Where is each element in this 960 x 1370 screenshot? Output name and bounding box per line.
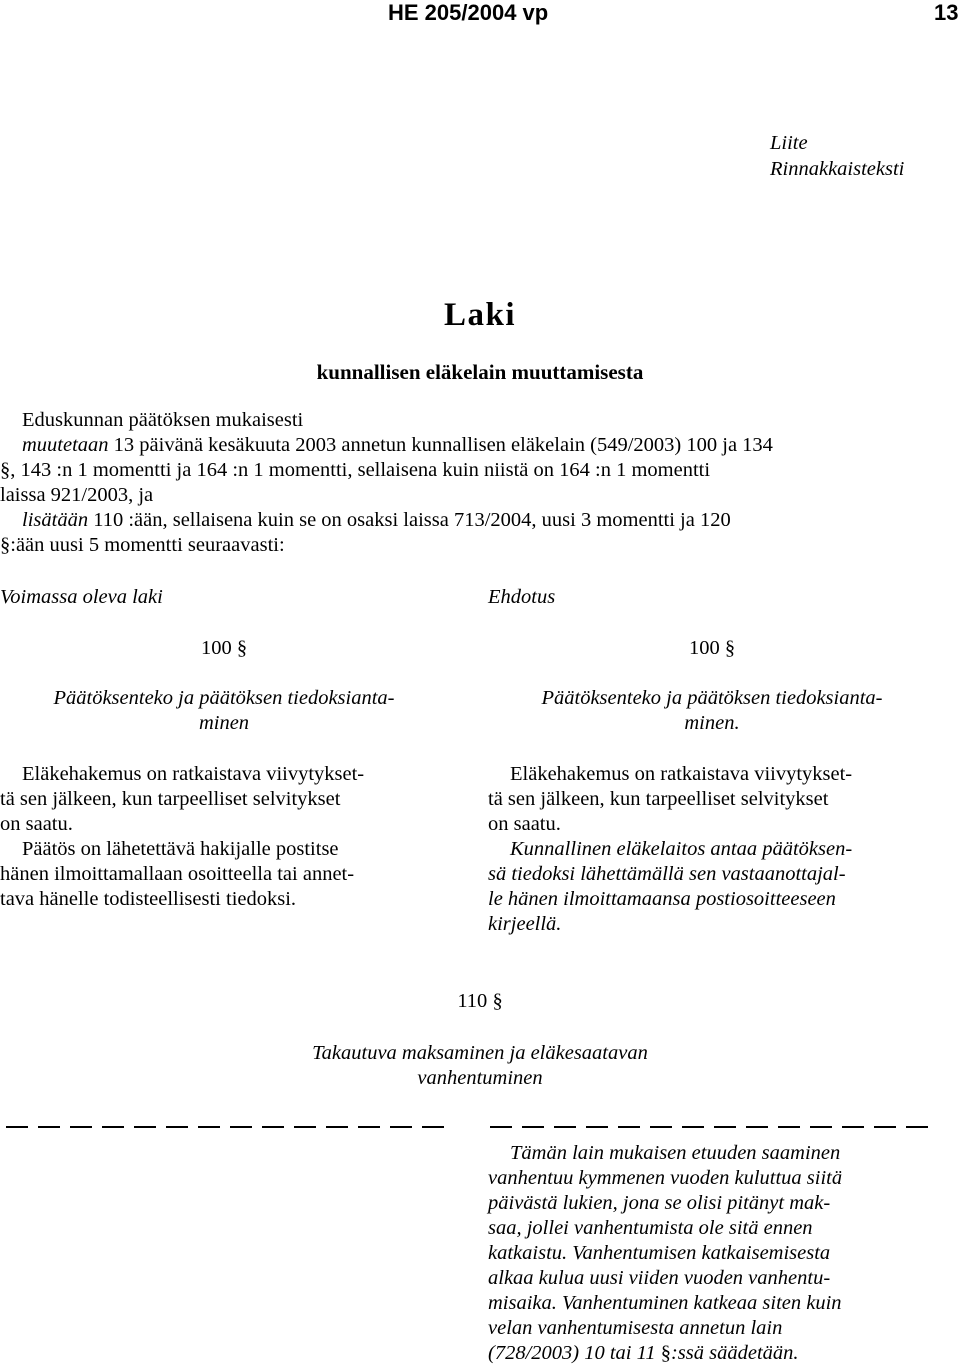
section-110-number bbox=[0, 990, 960, 1013]
proposal-heading: Ehdotus bbox=[488, 586, 556, 608]
preamble-line bbox=[0, 458, 950, 483]
left-section-body bbox=[0, 762, 448, 912]
add-verb: lisätään bbox=[22, 509, 89, 531]
preamble-text: :ään uusi 5 momentti seuraavasti: bbox=[10, 534, 285, 556]
current-law-heading: Voimassa oleva laki bbox=[0, 586, 163, 608]
body-line: Eläkehakemus on ratkaistava viivytykset- bbox=[510, 763, 853, 785]
body-line: päivästä lukien, jona se olisi pitänyt mak- bbox=[488, 1192, 831, 1214]
title-line: minen. bbox=[684, 712, 740, 734]
body-line: tava hänelle todisteellisesti tiedoksi. bbox=[0, 888, 297, 910]
appendix-title: Rinnakkaisteksti bbox=[770, 158, 905, 180]
amend-verb: muutetaan bbox=[22, 434, 109, 456]
section-sign: § bbox=[236, 637, 248, 659]
preamble-line bbox=[0, 433, 950, 458]
body-line: saa, jollei vanhentumista ole sitä ennen bbox=[488, 1217, 813, 1239]
body-line: on saatu. bbox=[488, 813, 561, 835]
body-line: tä sen jälkeen, kun tarpeelliset selvitykset bbox=[0, 788, 341, 810]
body-line: Kunnallinen eläkelaitos antaa päätöksen- bbox=[510, 838, 853, 860]
body-line: sä tiedoksi lähettämällä sen vastaanottajal- bbox=[488, 863, 846, 885]
preamble-line bbox=[0, 408, 950, 433]
body-line: vanhentuu kymmenen vuoden kuluttua siitä bbox=[488, 1167, 843, 1189]
body-line: alkaa kulua uusi viiden vuoden vanhentu- bbox=[488, 1267, 831, 1289]
section-sign: § bbox=[492, 990, 503, 1012]
preamble-line bbox=[0, 508, 950, 533]
section-sign: § bbox=[660, 1342, 671, 1364]
preamble-text: 110 :ään, sellaisena kuin se on osaksi laissa 713/2004, uusi 3 momentti ja 120 bbox=[88, 509, 731, 531]
body-text: :ssä säädetään. bbox=[670, 1342, 799, 1364]
body-line: le hänen ilmoittamaansa postiosoitteeseen bbox=[488, 888, 836, 910]
left-section-title bbox=[0, 686, 448, 736]
body-line: kirjeellä. bbox=[488, 913, 562, 935]
title-line: minen bbox=[198, 712, 250, 734]
page-number: 13 bbox=[934, 0, 959, 25]
section-sign: § bbox=[0, 534, 11, 556]
right-section-number bbox=[488, 637, 936, 660]
omission-dashes-right bbox=[490, 1126, 928, 1128]
body-line bbox=[488, 1341, 936, 1366]
title-line: Päätöksenteko ja päätöksen tiedoksianta- bbox=[541, 687, 883, 709]
section-number: 110 bbox=[457, 990, 488, 1012]
law-title: Laki bbox=[443, 297, 517, 333]
body-text: (728/2003) 10 tai 11 bbox=[488, 1342, 661, 1364]
body-line: tä sen jälkeen, kun tarpeelliset selvitykset bbox=[488, 788, 829, 810]
body-line: Päätös on lähetettävä hakijalle postitse bbox=[22, 838, 339, 860]
preamble-text: 13 päivänä kesäkuuta 2003 annetun kunnallisen eläkelain (549/2003) 100 ja 134 bbox=[108, 434, 773, 456]
law-subtitle: kunnallisen eläkelain muuttamisesta bbox=[316, 360, 644, 384]
section-number: 100 bbox=[200, 637, 232, 659]
preamble-line bbox=[0, 483, 950, 508]
body-line: Tämän lain mukaisen etuuden saaminen bbox=[510, 1142, 841, 1164]
body-line: katkaistu. Vanhentumisen katkaisemisesta bbox=[488, 1242, 831, 1264]
right-section-title bbox=[488, 686, 936, 736]
right-section-body bbox=[488, 762, 936, 937]
appendix-label: Liite bbox=[770, 132, 808, 154]
section-110-new-moment bbox=[488, 1141, 936, 1366]
left-section-number bbox=[0, 637, 448, 660]
preamble bbox=[0, 408, 950, 558]
section-sign: § bbox=[0, 459, 11, 481]
section-110-title bbox=[0, 1041, 960, 1091]
body-line: velan vanhentumisesta annetun lain bbox=[488, 1317, 783, 1339]
title-line: vanhentuminen bbox=[417, 1067, 543, 1089]
section-sign: § bbox=[724, 637, 736, 659]
preamble-text: Eduskunnan päätöksen mukaisesti bbox=[22, 409, 304, 431]
body-line: Eläkehakemus on ratkaistava viivytykset- bbox=[22, 763, 365, 785]
omission-dashes-left bbox=[6, 1126, 444, 1128]
section-number: 100 bbox=[688, 637, 720, 659]
preamble-line bbox=[0, 533, 950, 558]
body-line: hänen ilmoittamallaan osoitteella tai annet- bbox=[0, 863, 355, 885]
document-id: HE 205/2004 vp bbox=[388, 0, 549, 25]
title-line: Päätöksenteko ja päätöksen tiedoksianta- bbox=[53, 687, 395, 709]
title-line: Takautuva maksaminen ja eläkesaatavan bbox=[312, 1042, 648, 1064]
preamble-text: laissa 921/2003, ja bbox=[0, 484, 154, 506]
body-line: on saatu. bbox=[0, 813, 73, 835]
body-line: misaika. Vanhentuminen katkeaa siten kuin bbox=[488, 1292, 842, 1314]
preamble-text: , 143 :n 1 momentti ja 164 :n 1 momentti, sellaisena kuin niistä on 164 :n 1 momentti bbox=[10, 459, 711, 481]
